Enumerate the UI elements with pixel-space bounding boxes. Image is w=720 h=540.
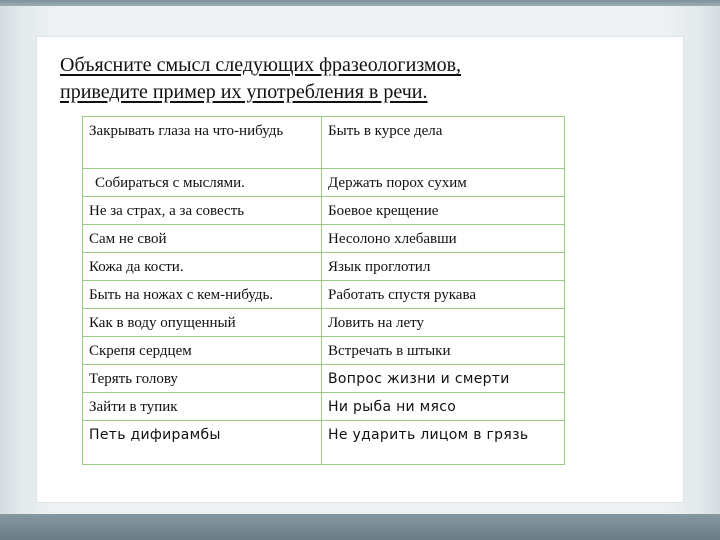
table-cell-left: Быть на ножах с кем-нибудь. xyxy=(83,281,322,309)
bottom-frame-bar xyxy=(0,514,720,540)
table-cell-left: Терять голову xyxy=(83,365,322,393)
table-cell-left: Сам не свой xyxy=(83,225,322,253)
table-cell-left: Кожа да кости. xyxy=(83,253,322,281)
table-cell-right: Держать порох сухим xyxy=(322,169,565,197)
table-cell-right: Вопрос жизни и смерти xyxy=(322,365,565,393)
table-cell-left: Закрывать глаза на что-нибудь xyxy=(83,117,322,169)
table-cell-right: Язык проглотил xyxy=(322,253,565,281)
slide-title xyxy=(60,52,620,106)
table-cell-right: Быть в курсе дела xyxy=(322,117,565,169)
table-row xyxy=(83,393,565,421)
table-cell-left: Не за страх, а за совесть xyxy=(83,197,322,225)
table-cell-right: Боевое крещение xyxy=(322,197,565,225)
table-row xyxy=(83,365,565,393)
title-line-2: приведите пример их употребления в речи. xyxy=(60,81,428,103)
table-row xyxy=(83,197,565,225)
table-cell-right: Несолоно хлебавши xyxy=(322,225,565,253)
table-cell-right: Ловить на лету xyxy=(322,309,565,337)
table-row xyxy=(83,337,565,365)
table-cell-right: Ни рыба ни мясо xyxy=(322,393,565,421)
table-cell-right: Работать спустя рукава xyxy=(322,281,565,309)
table-row xyxy=(83,225,565,253)
table-cell-left: Петь дифирамбы xyxy=(83,421,322,465)
table-row xyxy=(83,169,565,197)
table-row xyxy=(83,421,565,465)
phraseology-table xyxy=(82,116,565,465)
table-cell-left: Зайти в тупик xyxy=(83,393,322,421)
title-line-1: Объясните смысл следующих фразеологизмов, xyxy=(60,54,462,76)
top-frame-bar xyxy=(0,0,720,6)
table-row xyxy=(83,253,565,281)
table-cell-right: Встречать в штыки xyxy=(322,337,565,365)
table-cell-left: Скрепя сердцем xyxy=(83,337,322,365)
table-cell-left: Как в воду опущенный xyxy=(83,309,322,337)
table-row xyxy=(83,281,565,309)
table-cell-right: Не ударить лицом в грязь xyxy=(322,421,565,465)
table-cell-left: Собираться с мыслями. xyxy=(83,169,322,197)
table-row xyxy=(83,117,565,169)
table-row xyxy=(83,309,565,337)
